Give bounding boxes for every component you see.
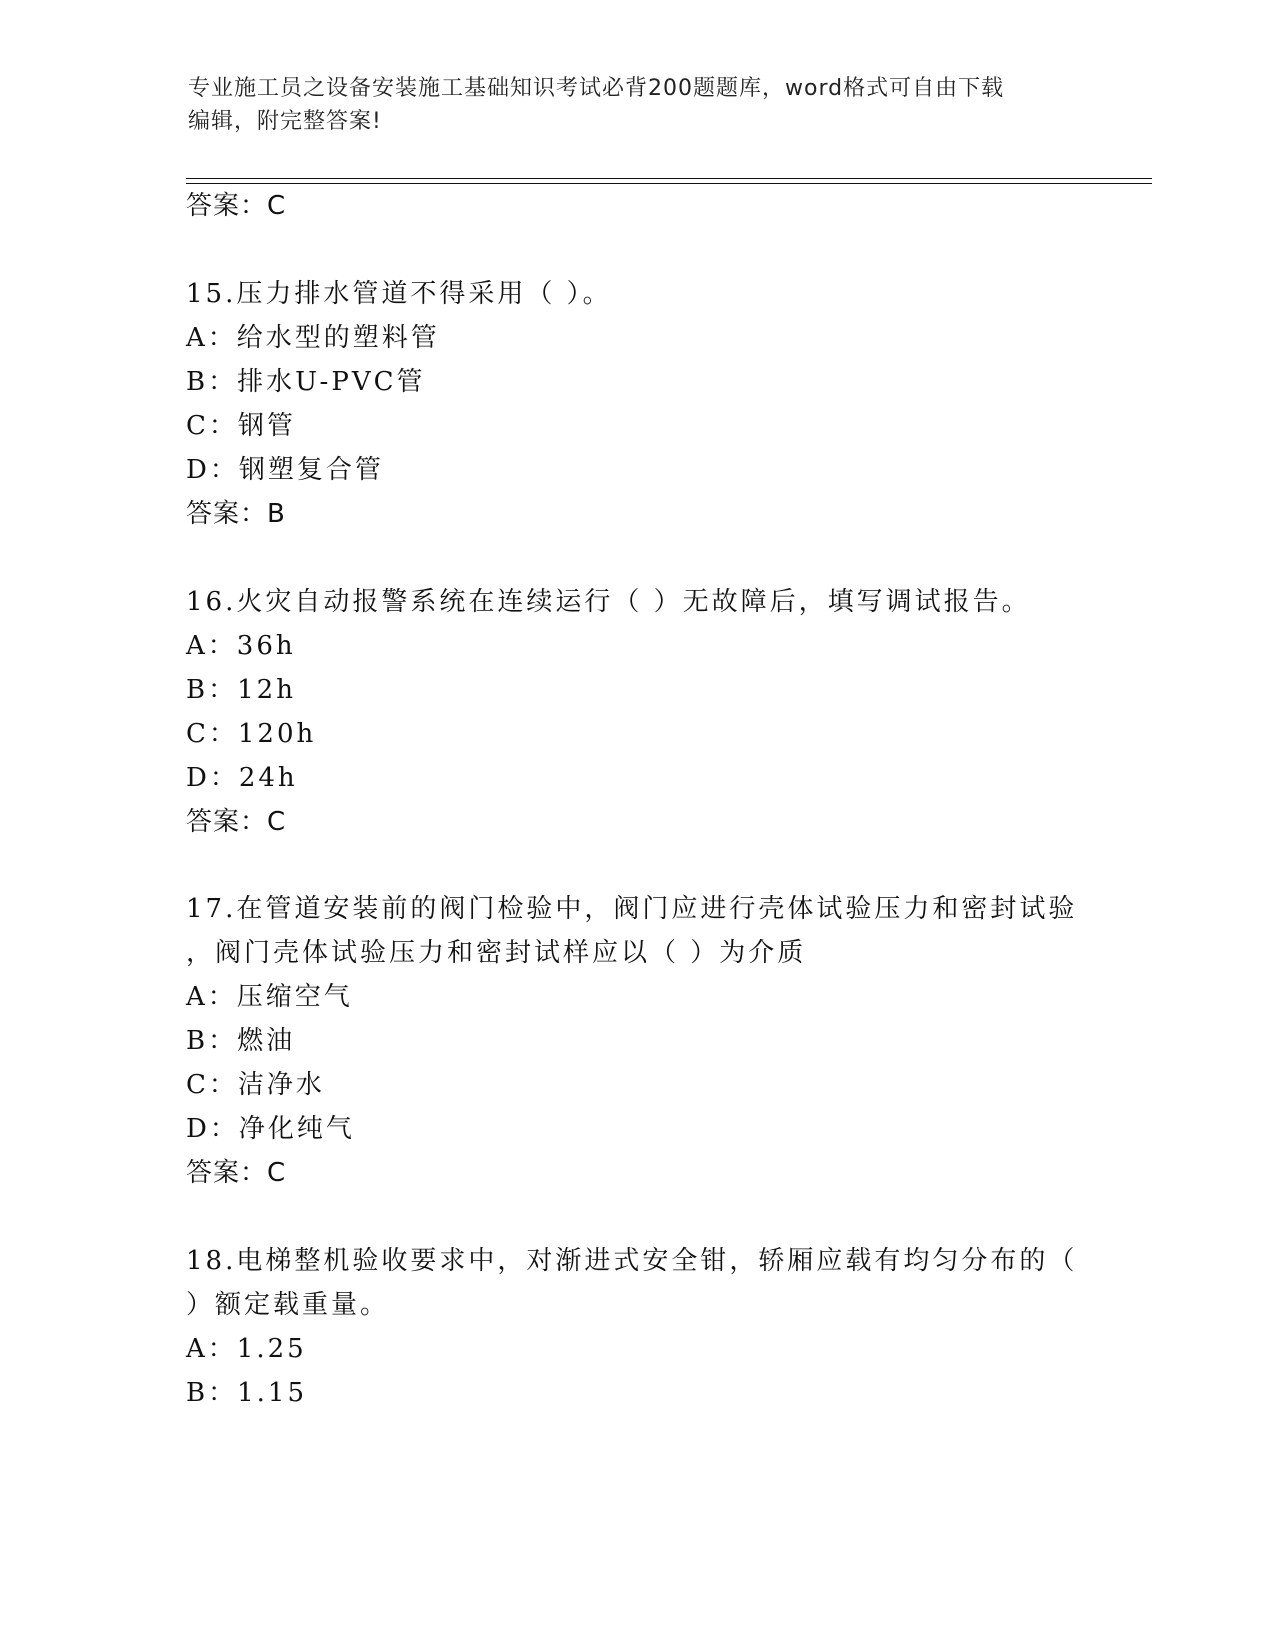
header-line-1: 专业施工员之设备安装施工基础知识考试必背200题题库，word格式可自由下载 <box>188 76 1005 101</box>
question-17-option-a: A：压缩空气 <box>186 982 353 1012</box>
answer-16: 答案：C <box>186 807 287 837</box>
answer-17: 答案：C <box>186 1158 287 1188</box>
question-18-stem-line-2: ）额定载重量。 <box>186 1290 390 1320</box>
question-16-option-b: B：12h <box>186 675 296 705</box>
header-divider-top <box>186 178 1152 179</box>
question-17-option-d: D：净化纯气 <box>186 1114 355 1144</box>
header-divider-bottom <box>186 183 1152 184</box>
question-16-stem: 16.火灾自动报警系统在连续运行（ ）无故障后，填写调试报告。 <box>186 587 1031 617</box>
question-18-stem-line-1: 18.电梯整机验收要求中，对渐进式安全钳，轿厢应载有均匀分布的（ <box>186 1246 1078 1276</box>
question-15-option-a: A：给水型的塑料管 <box>186 323 440 353</box>
question-17-option-c: C：洁净水 <box>186 1070 325 1100</box>
header-line-2: 编辑，附完整答案! <box>188 109 382 134</box>
question-16-option-c: C：120h <box>186 719 317 749</box>
question-18-option-a: A：1.25 <box>186 1334 307 1364</box>
question-15-stem: 15.压力排水管道不得采用（ ）。 <box>186 279 612 309</box>
question-16-option-a: A：36h <box>186 631 296 661</box>
question-15-option-d: D：钢塑复合管 <box>186 455 384 485</box>
question-15-option-c: C：钢管 <box>186 411 296 441</box>
question-17-option-b: B：燃油 <box>186 1026 296 1056</box>
document-header <box>188 72 1068 138</box>
answer-15: 答案：B <box>186 499 286 529</box>
question-18-option-b: B：1.15 <box>186 1378 307 1408</box>
question-17-stem-line-1: 17.在管道安装前的阀门检验中，阀门应进行壳体试验压力和密封试验 <box>186 894 1078 924</box>
question-15-option-b: B：排水U-PVC管 <box>186 367 426 397</box>
question-16-option-d: D：24h <box>186 763 298 793</box>
question-17-stem-line-2: ，阀门壳体试验压力和密封试样应以（ ）为介质 <box>186 938 807 968</box>
answer-14: 答案：C <box>186 191 287 221</box>
